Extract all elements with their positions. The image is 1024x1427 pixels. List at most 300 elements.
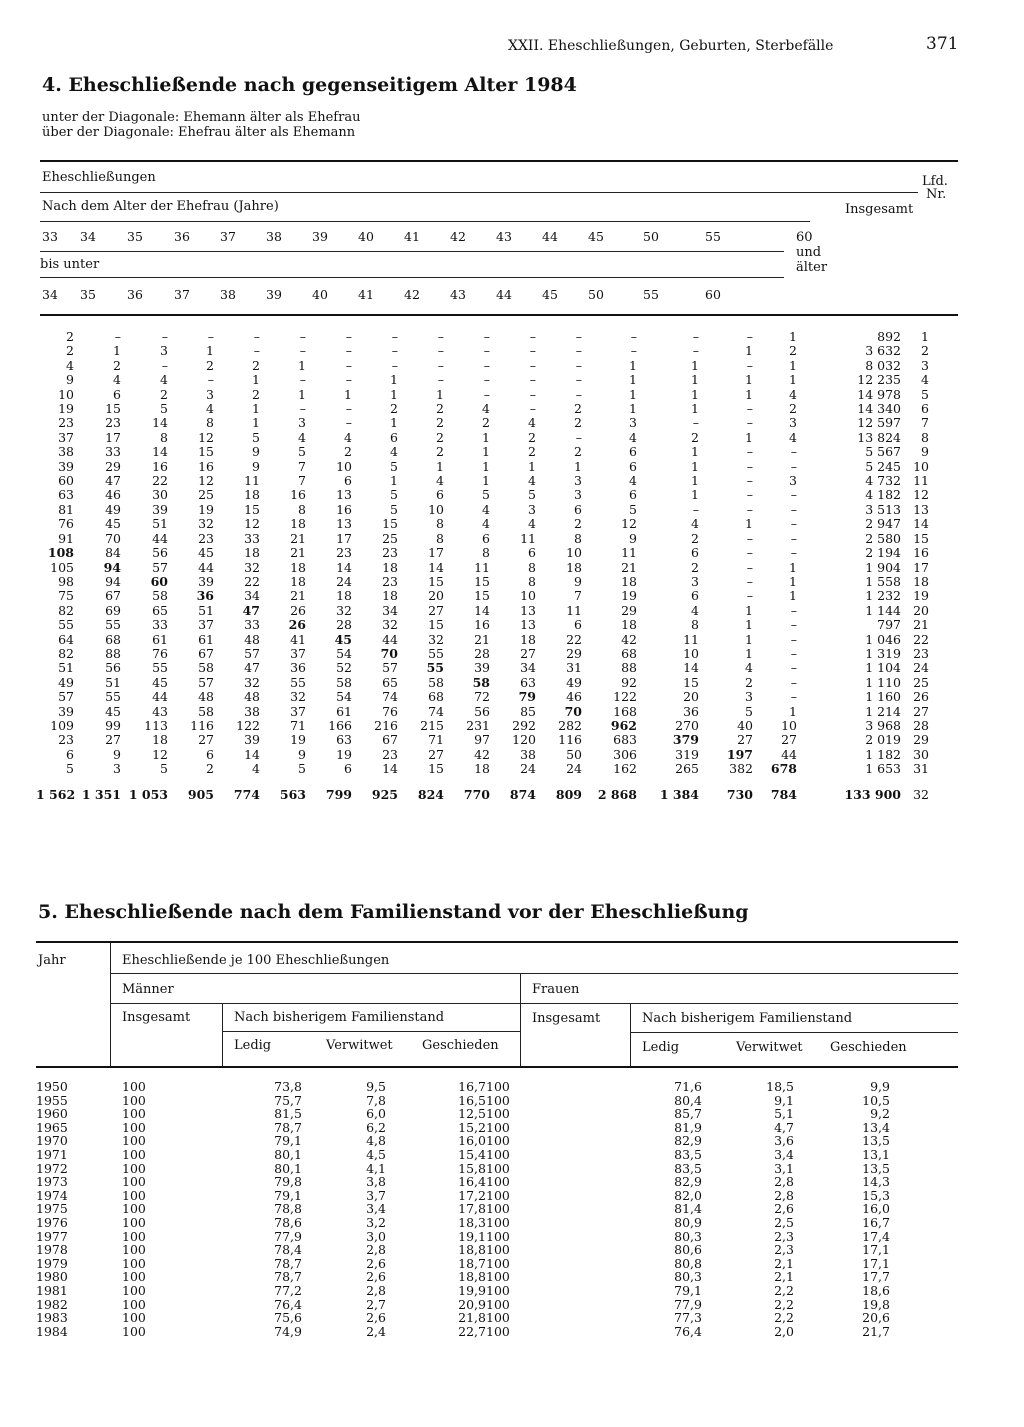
table-cell: 18 [621,573,637,589]
table5-rule-3b [630,1032,958,1033]
table-row [36,647,949,661]
table-cell: 16 [152,458,168,474]
table-cell: 72 [474,689,490,705]
table-cell: 34 [244,588,260,604]
row-number: 18 [913,573,929,589]
table-cell: 2,3 [774,1228,794,1244]
table-cell: 76 [58,516,74,532]
table4-rule-1 [40,192,918,193]
table4-from-age: 50 [643,229,659,244]
table-row [36,460,949,474]
table-row [36,1243,890,1257]
table-cell: 20 [428,588,444,604]
table-cell: 64 [58,631,74,647]
table-cell: 1 [482,429,490,445]
table-cell: 6 [113,386,121,402]
table-cell: 78,6 [274,1214,302,1230]
table-cell: 37 [290,703,306,719]
table5-vline-jahr [110,942,111,1068]
table-cell: 18,8 [458,1269,486,1285]
table-cell: 5,1 [774,1106,794,1122]
table-cell: 15,4 [458,1146,486,1162]
table-cell: 18 [382,559,398,575]
table-cell: 71,6 [674,1079,702,1094]
table-cell: 23 [382,545,398,561]
table4-from-age: 36 [174,229,190,244]
table-cell: 5 [482,487,490,503]
table-cell: 1 [789,588,797,604]
table-row [36,748,949,762]
table-cell: 47 [105,473,121,489]
table-cell: 10,5 [862,1092,890,1108]
table-cell: 2 [691,530,699,546]
table-row [36,1080,890,1094]
table-cell: 8 [482,545,490,561]
table-cell: 13 [336,516,352,532]
row-number: 12 [913,487,929,503]
table4-top-rule [40,160,958,162]
table-cell: 45 [105,703,121,719]
table4-note-1: unter der Diagonale: Ehemann älter als Ehefrau [42,110,361,125]
table-row [36,1216,890,1230]
table-cell: 122 [613,689,637,705]
table5-rule-3a [222,1031,520,1032]
table-cell: 32 [244,559,260,575]
table4-from-age: 55 [705,229,721,244]
table-cell: – [790,545,797,561]
table-cell: 16 [198,458,214,474]
table-cell: – [692,343,699,359]
table-cell: 678 [770,761,797,777]
table-cell: 2 [574,444,582,460]
table4-from-age: 40 [358,229,374,244]
table-cell: 54 [336,689,352,705]
table-cell: 2,6 [366,1310,386,1326]
table-row [36,344,949,358]
table5-body [36,1080,890,1338]
total-cell: 1 053 [128,786,168,802]
table-cell: 3 [574,487,582,503]
table5-head-m-ledig: Ledig [234,1038,272,1053]
table-cell: 162 [613,761,637,777]
year-cell: 1970 [36,1133,68,1149]
table-cell: 36 [683,703,699,719]
row-number: 20 [913,602,929,618]
table-cell: 292 [512,717,536,733]
table-cell: – [437,357,444,373]
table-cell: 15 [474,573,490,589]
table-cell: 80,3 [674,1269,702,1285]
table-cell: 6 [390,429,398,445]
table-cell: – [207,372,214,388]
table-cell: 51 [152,516,168,532]
table-cell: 19,9 [458,1282,486,1298]
table-cell: 6 [574,501,582,517]
table-cell: 100 [486,1079,510,1094]
total-cell: 905 [187,786,214,802]
table5-head-m-nach: Nach bisherigem Familienstand [234,1010,445,1025]
table-cell: 1 [691,401,699,417]
table-cell: 18 [244,487,260,503]
table-cell: – [345,415,352,431]
table-cell: 29 [105,458,121,474]
table-cell: 2,8 [366,1242,386,1258]
year-cell: 1982 [36,1296,68,1312]
row-total: 5 567 [865,444,901,460]
table-cell: 73,8 [274,1079,302,1094]
table-cell: 100 [486,1119,510,1135]
table-cell: – [529,401,536,417]
table-cell: 78,7 [274,1119,302,1135]
table-cell: 100 [122,1187,146,1203]
table-cell: – [790,487,797,503]
table-cell: 77,3 [674,1310,702,1326]
table-row [36,1284,890,1298]
row-total: 1 214 [865,703,901,719]
table-cell: 11 [683,631,699,647]
table-cell: 3 [574,473,582,489]
year-cell: 1978 [36,1242,68,1258]
table-cell: 100 [486,1310,510,1326]
table-cell: 56 [474,703,490,719]
row-total: 1 160 [865,689,901,705]
table4-from-age: 39 [312,229,328,244]
table-cell: 8 [436,530,444,546]
table-cell: 1 [482,444,490,460]
table-cell: – [483,329,490,344]
table-row [36,1094,890,1108]
table-cell: 15,8 [458,1160,486,1176]
row-number: 32 [913,786,929,802]
table-row [36,1148,890,1162]
table-row [36,488,949,502]
table-cell: – [746,501,753,517]
table-cell: 42 [474,746,490,762]
table-row [36,705,949,719]
table-cell: 76,4 [674,1323,702,1339]
table-cell: 68 [105,631,121,647]
table-cell: 11 [621,545,637,561]
table4-from-age: 34 [80,229,96,244]
row-number: 14 [913,516,929,532]
year-cell: 1975 [36,1201,68,1217]
table-cell: 33 [244,617,260,633]
table-cell: 2,6 [774,1201,794,1217]
table-cell: 44 [382,631,398,647]
table-cell: 6 [528,545,536,561]
row-total: 1 104 [865,660,901,676]
table-cell: 1 [789,329,797,344]
total-cell: 1 384 [659,786,699,802]
table-cell: 27 [520,645,536,661]
table-cell: 58 [428,674,444,690]
table-cell: 76,4 [274,1296,302,1312]
table-cell: 4 [629,429,637,445]
table-cell: 77,2 [274,1282,302,1298]
table-cell: 52 [336,660,352,676]
table-cell: – [575,386,582,402]
table-cell: 382 [729,761,753,777]
table-cell: 4 [528,516,536,532]
table-cell: 56 [152,545,168,561]
table-cell: 19,1 [458,1228,486,1244]
table-cell: 14 [428,559,444,575]
table-cell: – [692,329,699,344]
table-cell: 100 [486,1187,510,1203]
table-cell: 20,9 [458,1296,486,1312]
table-cell: 68 [621,645,637,661]
table4-head-eheschliessungen: Eheschließungen [42,170,156,185]
table-cell: 6 [66,746,74,762]
table-cell: 7 [298,458,306,474]
table-cell: 74,9 [274,1323,302,1339]
table-row [36,690,949,704]
row-number: 26 [913,689,929,705]
table-cell: 100 [486,1146,510,1162]
table-cell: 6,0 [366,1106,386,1122]
row-number: 21 [913,617,929,633]
year-cell: 1983 [36,1310,68,1326]
table-cell: 9 [113,746,121,762]
table-cell: 80,3 [674,1228,702,1244]
table-cell: 5 [528,487,536,503]
table-cell: 100 [486,1296,510,1312]
table-cell: 79 [518,689,536,705]
table-cell: 79,1 [274,1133,302,1149]
table-cell: 1 [745,631,753,647]
table-cell: – [630,343,637,359]
table-cell: 108 [47,545,74,561]
table4-from-age: 43 [496,229,512,244]
table-cell: 13 [520,602,536,618]
table-cell: 57 [152,559,168,575]
year-cell: 1980 [36,1269,68,1285]
row-number: 16 [913,545,929,561]
table-cell: 38 [520,746,536,762]
table-cell: 100 [486,1255,510,1271]
table-cell: 1 [789,573,797,589]
table-cell: 379 [672,732,699,748]
table-cell: 14 [152,415,168,431]
table-cell: – [790,530,797,546]
table-cell: 1 [691,386,699,402]
table-cell: 100 [122,1282,146,1298]
table-cell: 85 [520,703,536,719]
table-cell: 1 [629,386,637,402]
table4-to-age: 44 [496,287,512,302]
table-cell: 11 [244,473,260,489]
table-cell: – [114,329,121,344]
table-cell: 19 [198,501,214,517]
row-total: 797 [877,617,901,633]
table-cell: 49 [105,501,121,517]
table-cell: 12 [198,429,214,445]
table-cell: 122 [236,717,260,733]
table-cell: 27 [198,732,214,748]
table-row [36,546,949,560]
table-cell: 2,3 [774,1242,794,1258]
table-cell: 3,4 [366,1201,386,1217]
row-number: 17 [913,559,929,575]
table-cell: 3 [113,761,121,777]
table-cell: 5 [298,761,306,777]
table-cell: 3,0 [366,1228,386,1244]
row-number: 31 [913,761,929,777]
table4-to-age: 45 [542,287,558,302]
table-row [36,1230,890,1244]
table-cell: 116 [190,717,214,733]
table-cell: – [746,545,753,561]
table4-last-col-label: 60 und älter [796,230,828,275]
table-cell: 80,9 [674,1214,702,1230]
table-cell: 18 [290,516,306,532]
table-cell: 18,6 [862,1282,890,1298]
table-cell: 100 [486,1282,510,1298]
table-cell: 2,6 [366,1255,386,1271]
table-cell: 3 [160,343,168,359]
table-row [36,661,949,675]
table-cell: 1 [691,357,699,373]
table5-head-frauen: Frauen [532,982,580,997]
year-cell: 1971 [36,1146,68,1162]
table-cell: 15 [382,516,398,532]
table-cell: 18 [290,573,306,589]
table-cell: – [575,357,582,373]
table-cell: 17 [336,530,352,546]
table-cell: 63 [520,674,536,690]
table-cell: 9 [629,530,637,546]
table-cell: 16,4 [458,1174,486,1190]
table4-to-age: 55 [643,287,659,302]
table-cell: 2,1 [774,1269,794,1285]
row-number: 2 [921,343,929,359]
table-cell: – [391,329,398,344]
row-total: 1 558 [865,573,901,589]
table-cell: 100 [486,1201,510,1217]
table-cell: 9 [298,746,306,762]
table-cell: 45 [198,545,214,561]
table-cell: 78,7 [274,1255,302,1271]
table-cell: 56 [105,660,121,676]
table-cell: 4 [298,429,306,445]
table-cell: 1 [390,473,398,489]
table-cell: – [207,329,214,344]
table-cell: 49 [566,674,582,690]
table-cell: 47 [242,602,260,618]
table-cell: 2 [436,429,444,445]
table4-from-age: 44 [542,229,558,244]
table-cell: 12,5 [458,1106,486,1122]
table-cell: 57 [198,674,214,690]
table-cell: 16,5 [458,1092,486,1108]
table-cell: 2 [206,761,214,777]
row-total: 12 597 [857,415,901,431]
table-cell: 16,7 [458,1079,486,1094]
total-cell: 774 [233,786,260,802]
table-row [36,359,949,373]
table-cell: 100 [486,1174,510,1190]
table-cell: 2 [789,343,797,359]
table-cell: 3 [691,573,699,589]
table-cell: 22,7 [458,1323,486,1339]
table5-header-bottom-rule [36,1066,958,1068]
table-cell: 82,9 [674,1133,702,1149]
table-cell: 1 [745,372,753,388]
table-cell: 4,7 [774,1119,794,1135]
total-cell: 563 [279,786,306,802]
table-cell: 38 [244,703,260,719]
table-cell: 27 [428,602,444,618]
table-cell: 57 [382,660,398,676]
table-cell: 100 [122,1323,146,1339]
table-cell: 1 [691,487,699,503]
table-cell: 197 [726,746,753,762]
table-cell: – [790,631,797,647]
table-cell: – [161,329,168,344]
table4-to-age: 37 [174,287,190,302]
total-cell: 133 900 [844,786,901,802]
table-cell: 2 [66,343,74,359]
table-row [36,575,949,589]
row-number: 30 [913,746,929,762]
table-cell: 14 [683,660,699,676]
row-total: 14 978 [857,386,901,402]
table-cell: – [790,674,797,690]
table-cell: 5 [390,487,398,503]
table-cell: 2,0 [774,1323,794,1339]
row-number: 10 [913,458,929,474]
table-cell: 100 [122,1119,146,1135]
row-total: 12 235 [857,372,901,388]
table-cell: 116 [558,732,582,748]
table-cell: – [575,329,582,344]
year-cell: 1955 [36,1092,68,1108]
table-cell: – [746,530,753,546]
table4-header-bottom-rule [40,314,958,316]
row-total: 14 340 [857,401,901,417]
table-cell: 50 [566,746,582,762]
table4-from-age: 33 [42,229,58,244]
table-cell: 1 [482,473,490,489]
table-cell: 20,6 [862,1310,890,1326]
table-cell: – [790,689,797,705]
table-cell: 9,1 [774,1092,794,1108]
table-cell: 20 [683,689,699,705]
table-cell: 18 [336,588,352,604]
table-cell: 29 [621,602,637,618]
table5-head-jahr: Jahr [38,953,66,968]
table5-rule-1 [110,973,958,974]
table-cell: 15 [428,761,444,777]
table-cell: 683 [613,732,637,748]
table-cell: 42 [621,631,637,647]
table-cell: 82,9 [674,1174,702,1190]
table-cell: 57 [58,689,74,705]
table4-rule-4 [40,277,784,278]
table5-head-m-geschieden: Geschieden [422,1038,499,1053]
table-cell: 16 [336,501,352,517]
year-cell: 1979 [36,1255,68,1271]
row-total: 4 732 [865,473,901,489]
table-cell: 168 [613,703,637,719]
table-cell: 36 [196,588,214,604]
table4-head-bis-unter: bis unter [40,257,100,272]
table-cell: 21 [290,545,306,561]
table-cell: 48 [198,689,214,705]
table-cell: 37 [58,429,74,445]
table-cell: 100 [122,1296,146,1312]
total-cell: 2 868 [597,786,637,802]
